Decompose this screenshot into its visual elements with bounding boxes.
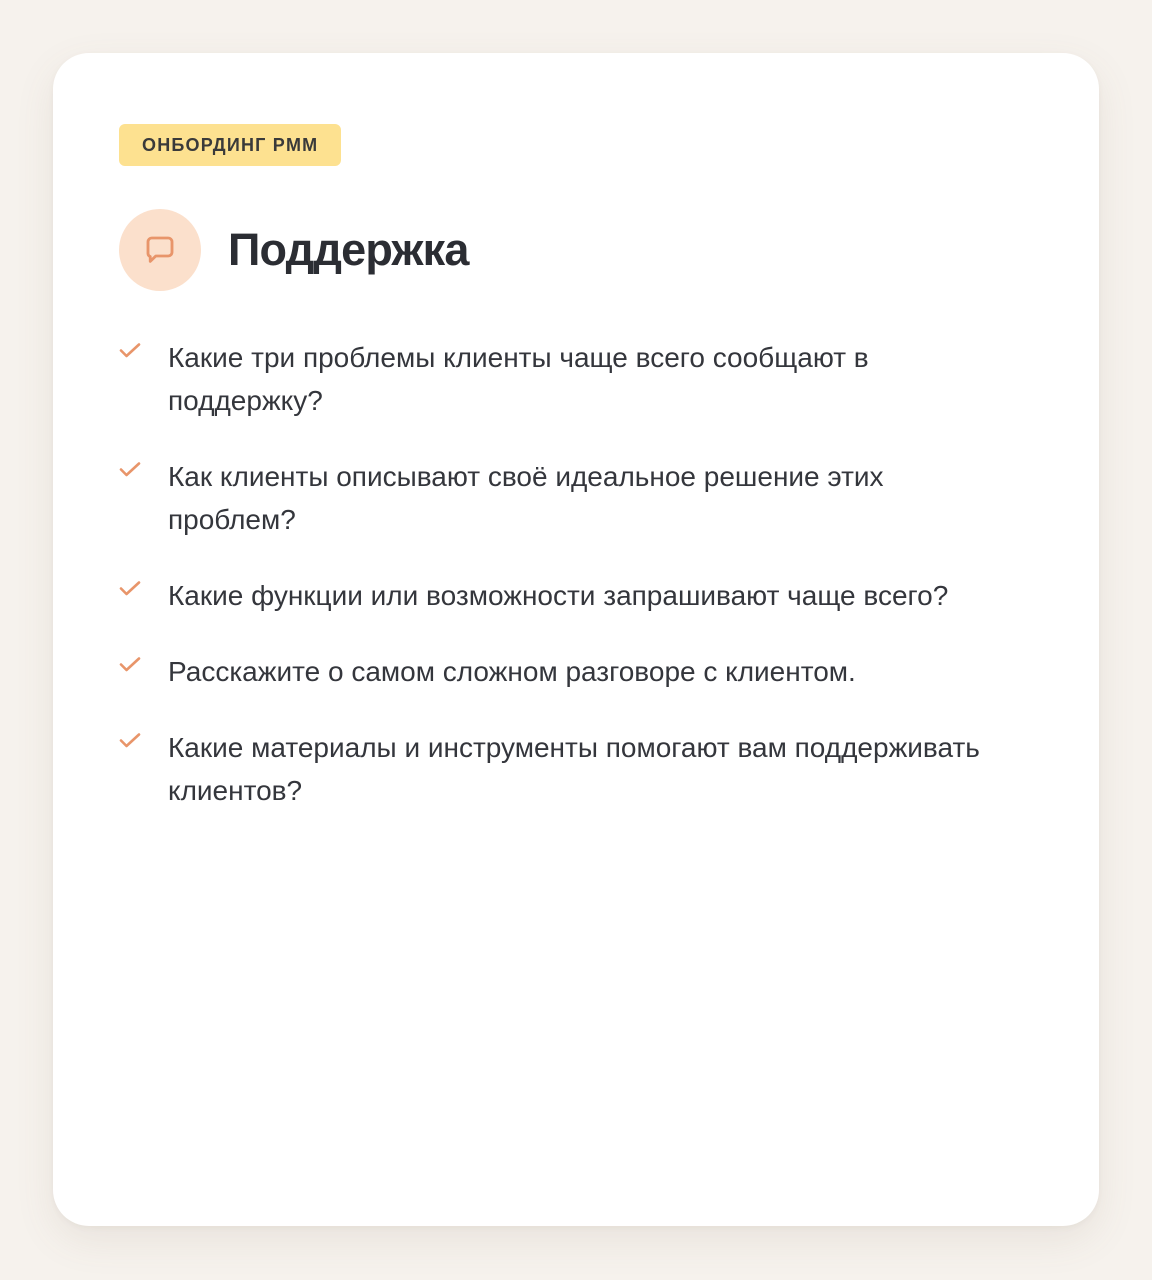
list-item	[119, 455, 1019, 541]
list-item	[119, 650, 1019, 693]
card-title: Поддержка	[228, 224, 469, 275]
list-item	[119, 726, 1019, 812]
chat-bubble-icon	[119, 209, 201, 291]
question-text: Какие материалы и инструменты помогают вам поддерживать клиентов?	[168, 732, 980, 806]
list-item	[119, 574, 1019, 617]
list-item	[119, 336, 1019, 422]
check-icon	[119, 656, 145, 679]
question-text: Какие три проблемы клиенты чаще всего сообщают в поддержку?	[168, 342, 869, 416]
check-icon	[119, 580, 145, 603]
card-header	[119, 209, 469, 291]
support-card	[53, 53, 1099, 1226]
question-text: Расскажите о самом сложном разговоре с клиентом.	[168, 656, 856, 687]
category-badge: ОНБОРДИНГ PMM	[119, 124, 341, 166]
question-text: Какие функции или возможности запрашивают чаще всего?	[168, 580, 949, 611]
check-icon	[119, 732, 145, 755]
question-text: Как клиенты описывают своё идеальное решение этих проблем?	[168, 461, 884, 535]
check-icon	[119, 342, 145, 365]
question-list	[119, 336, 1019, 845]
check-icon	[119, 461, 145, 484]
